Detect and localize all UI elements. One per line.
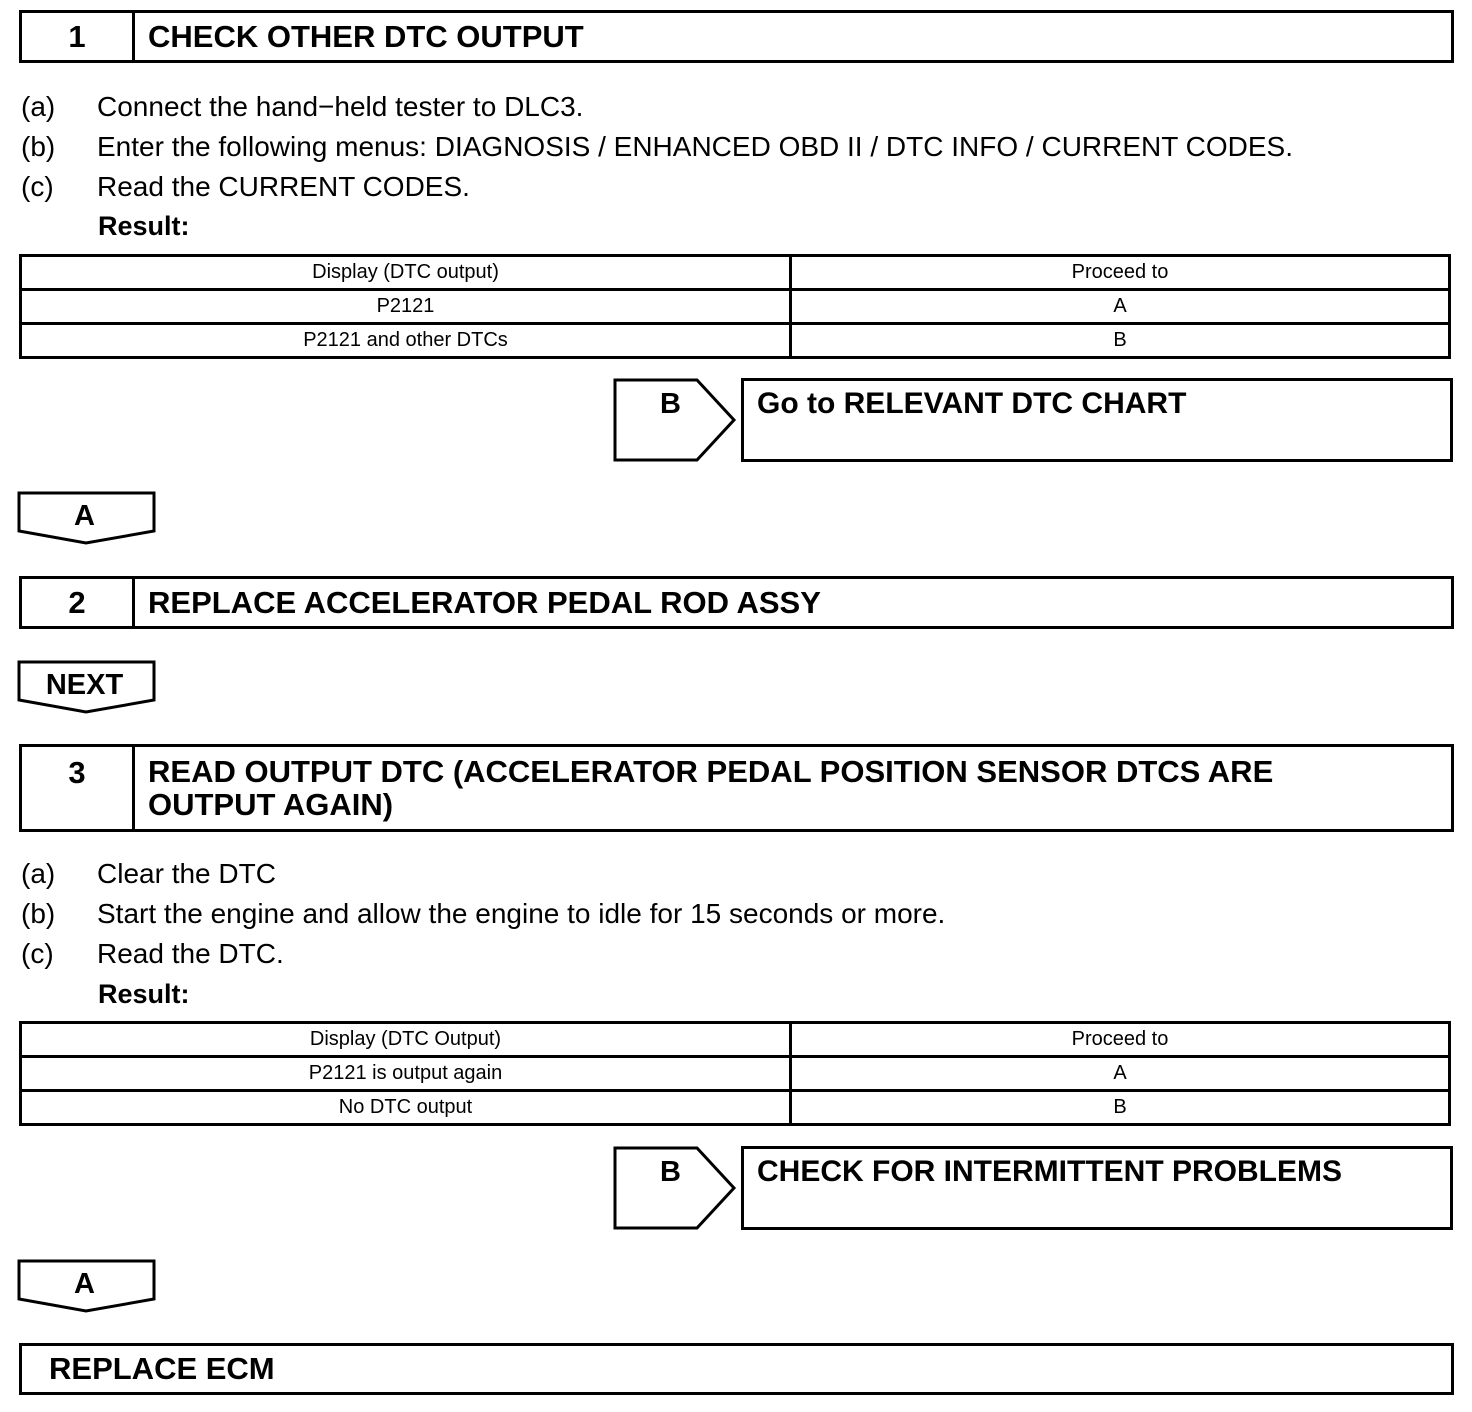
table-cell: P2121 [21, 290, 791, 324]
step-title-line: READ OUTPUT DTC (ACCELERATOR PEDAL POSITION SENSOR DTCS ARE [148, 754, 1274, 789]
item-text: Enter the following menus: DIAGNOSIS / ENHANCED OBD II / DTC INFO / CURRENT CODES. [97, 131, 1293, 162]
table-header-row [21, 256, 1450, 290]
branch-action-box [741, 378, 1453, 462]
table-cell: B [791, 324, 1450, 358]
item-text: Read the CURRENT CODES. [97, 171, 470, 202]
table-cell: No DTC output [21, 1091, 791, 1125]
branch-letter: B [660, 388, 681, 420]
item-text: Clear the DTC [97, 858, 276, 889]
item-label: (c) [21, 938, 54, 969]
step-3-header [19, 744, 1454, 832]
table-cell: A [791, 1057, 1450, 1091]
result-table [19, 254, 1451, 359]
step-number: 2 [22, 579, 135, 626]
instruction-item [21, 91, 583, 123]
instruction-item [21, 898, 945, 930]
table-cell: A [791, 290, 1450, 324]
step-number: 3 [22, 747, 135, 829]
step-title [148, 755, 1441, 821]
next-tag-label: A [74, 1268, 95, 1300]
branch-action-box [741, 1146, 1453, 1230]
table-header: Display (DTC Output) [21, 1023, 791, 1057]
instruction-item [21, 131, 1293, 163]
instruction-item [21, 938, 284, 970]
next-tag-label: NEXT [45, 669, 124, 701]
branch-action-text: Go to RELEVANT DTC CHART [757, 387, 1187, 420]
table-cell: P2121 and other DTCs [21, 324, 791, 358]
item-text: Read the DTC. [97, 938, 284, 969]
table-cell: P2121 is output again [21, 1057, 791, 1091]
result-label: Result: [98, 211, 190, 241]
item-label: (c) [21, 171, 54, 202]
final-action-title: REPLACE ECM [49, 1351, 275, 1386]
result-label: Result: [98, 979, 190, 1009]
item-label: (b) [21, 131, 56, 162]
item-label: (a) [21, 858, 56, 889]
table-cell: B [791, 1091, 1450, 1125]
table-header: Display (DTC output) [21, 256, 791, 290]
table-header-row [21, 1023, 1450, 1057]
result-table [19, 1021, 1451, 1126]
table-row [21, 1091, 1450, 1125]
table-row [21, 290, 1450, 324]
step-title: REPLACE ACCELERATOR PEDAL ROD ASSY [148, 585, 821, 620]
step-number: 1 [22, 13, 135, 60]
item-text: Connect the hand−held tester to DLC3. [97, 91, 584, 122]
step-title-line: OUTPUT AGAIN) [148, 787, 394, 822]
table-row [21, 1057, 1450, 1091]
step-1-header [19, 10, 1454, 63]
table-header: Proceed to [791, 1023, 1450, 1057]
final-action-box [19, 1343, 1454, 1395]
step-title: CHECK OTHER DTC OUTPUT [148, 19, 584, 54]
item-label: (b) [21, 898, 56, 929]
step-2-header [19, 576, 1454, 629]
instruction-item [21, 858, 276, 890]
branch-letter: B [660, 1156, 681, 1188]
table-header: Proceed to [791, 256, 1450, 290]
table-row [21, 324, 1450, 358]
instruction-item [21, 171, 470, 203]
item-label: (a) [21, 91, 56, 122]
item-text: Start the engine and allow the engine to idle for 15 seconds or more. [97, 898, 946, 929]
branch-action-text: CHECK FOR INTERMITTENT PROBLEMS [757, 1155, 1342, 1188]
next-tag-label: A [74, 500, 95, 532]
